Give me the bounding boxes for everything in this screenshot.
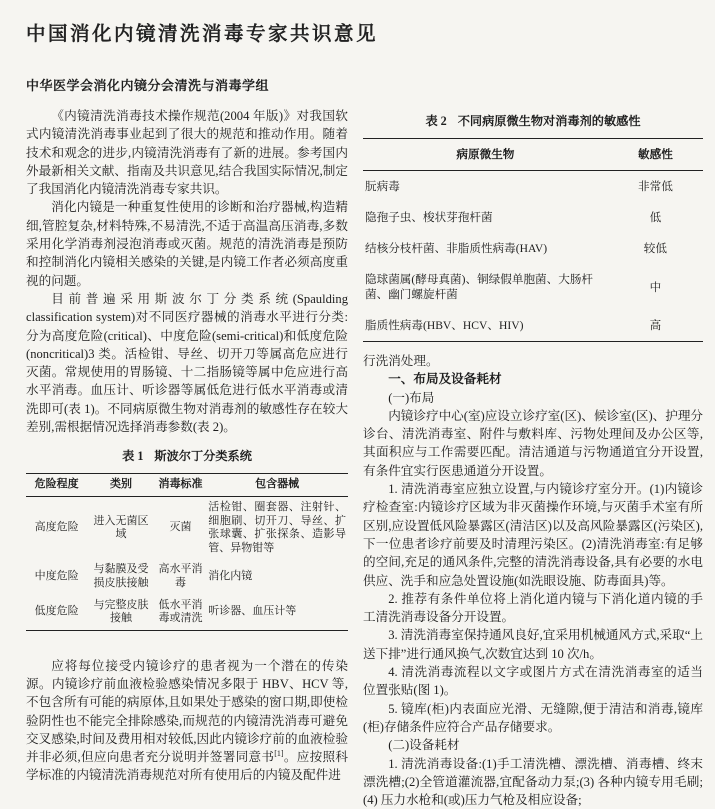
table1-block: [26, 448, 348, 630]
paragraph-text: 。应按照科学标准的内镜清洗消毒规范对所有使用后的内镜及配件进: [26, 750, 349, 783]
author-group: 中华医学会消化内镜分会清洗与消毒学组: [26, 78, 270, 93]
cell-pathogen: 朊病毒: [365, 180, 400, 193]
table2-block: [363, 113, 703, 342]
left-column: [26, 107, 348, 809]
cell-devices: 活检钳、圈套器、注射针、细胞刷、切开刀、导丝、扩张球囊、扩张探条、造影导管、异物钳等: [208, 500, 346, 554]
table1-title: 斯波尔丁分类系统: [154, 449, 252, 464]
table2-header-pathogen: 病原微生物: [363, 139, 608, 171]
table-row: [363, 202, 703, 233]
list-item-4: 4. 清洗消毒流程以文字或图片方式在清洗消毒室的适当位置张贴(图 1)。: [363, 665, 703, 698]
list-item-1: 1. 清洗消毒室应独立设置,与内镜诊疗室分开。(1)内镜诊疗检查室:内镜诊疗区域为非灭菌操作环境,与灭菌手术室有所区别,应设置低风险暴露区(清洁区)以及高风险暴露区(污染区),下一位患者诊疗前要及时清理污染区。(2)清洗消毒室:有足够的空间,充足的通风条件,完整的清洗消毒设备,具有必要的水电供应、洗手和应急处置设施(如洗眼设施、防毒面具)等。: [363, 482, 703, 588]
cell-standard: 低水平消毒或清洗: [158, 598, 203, 625]
paragraph-text: 应将每位接受内镜诊疗的患者视为一个潜在的传染源。内镜诊疗前血液检验感染情况多限于 HBV、HCV 等,不包含所有可能的病原体,且如果处于感染的窗口期,即使检验阴性也不能完全排除感染,而规范的内镜清洗消毒可避免交叉感染,时间及费用相对较低,因此内镜诊疗前的血液检验并非必须,但应向患者充分说明并签署同意书: [26, 658, 348, 765]
table-row: [363, 171, 703, 203]
table1-header-row: [26, 474, 348, 497]
list-item-3: 3. 清洗消毒室保持通风良好,宜采用机械通风方式,采取“上送下排”进行通风换气,次数宜达到 10 次/h。: [363, 628, 703, 661]
table2-caption: [363, 113, 703, 129]
cell-sensitivity: 低: [649, 211, 662, 224]
table1-spaulding-classification: [26, 473, 348, 630]
table2-header-sensitivity: 敏感性: [608, 139, 703, 171]
table-row: [363, 264, 703, 310]
cell-sensitivity: 非常低: [638, 180, 673, 193]
paragraph-spaulding: 目前普遍采用斯波尔丁分类系统(Spaulding classification system)对不同医疗器械的消毒水平进行分类:分为高度危险(critical)、中度危险(semi-critical)和低度危险(noncritical)3 类。活检钳、导丝、切开刀等属高危应进行灭菌。常规使用的胃肠镜、十二指肠镜等属中危应进行高水平消毒。血压计、听诊器等属低危进行低水平消毒或清洗即可(表 1)。不同病原微生物对消毒剂的敏感性存在较大差别,需根据情况选择消毒参数(表 2)。: [26, 291, 348, 435]
table2-pathogen-sensitivity: [363, 138, 703, 342]
table-row: [26, 496, 348, 559]
table2-label: 表 2: [425, 114, 447, 128]
paragraph-center-layout: 内镜诊疗中心(室)应设立诊疗室(区)、候诊室(区)、护理分诊台、清洗消毒室、附件与敷料库、污物处理间及办公区等,其面积应与工作需要匹配。清洁通道与污物通道宜分开设置,有条件宜实行医患通道分开设置。: [363, 408, 704, 478]
section-heading-layout-equipment: 一、布局及设备耗材: [388, 372, 502, 387]
cell-risk: 高度危险: [34, 521, 79, 534]
table-row: [363, 310, 703, 342]
reference-marker: [1]: [274, 748, 284, 758]
subsection-heading-equipment: (二)设备耗材: [388, 738, 460, 753]
table2-header-row: [363, 139, 703, 171]
list-item-5: 5. 镜库(柜)内表面应光滑、无缝隙,便于清洁和消毒,镜库(柜)存储条件应符合产品存储要求。: [363, 701, 703, 734]
cell-pathogen: 隐球菌属(酵母真菌)、铜绿假单胞菌、大肠杆菌、幽门螺旋杆菌: [365, 273, 594, 301]
list-item-2: 2. 推荐有条件单位将上消化道内镜与下消化道内镜的手工清洗消毒设备分开设置。: [363, 591, 703, 625]
cell-pathogen: 结核分枝杆菌、非脂质性病毒(HAV): [365, 242, 548, 255]
paragraph-endoscope-nature: 消化内镜是一种重复性使用的诊断和治疗器械,构造精细,管腔复杂,材料特殊,不易清洗,不适于高温高压消毒,多数采用化学消毒剂浸泡消毒或灭菌。规范的清洗消毒是预防和控制消化内镜相关感染的关键,是内镜工作者必须高度重视的问题。: [26, 200, 348, 288]
paragraph-continuation: 行洗消处理。: [363, 354, 439, 368]
cell-pathogen: 隐孢子虫、梭状芽孢杆菌: [365, 211, 493, 224]
right-column: [363, 107, 703, 809]
subsection-heading-layout: (一)布局: [388, 390, 435, 405]
cell-sensitivity: 中: [649, 280, 662, 294]
cell-risk: 中度危险: [34, 570, 79, 583]
table1-header-category: 类别: [87, 474, 155, 497]
table-row: [26, 595, 348, 631]
cell-sensitivity: 较低: [643, 242, 667, 255]
cell-category: 与黏膜及受损皮肤接触: [93, 563, 149, 589]
table-row: [363, 233, 703, 264]
table2-title: 不同病原微生物对消毒剂的敏感性: [457, 114, 641, 128]
table1-header-standard: 消毒标准: [155, 474, 207, 497]
cell-category: 进入无菌区域: [93, 514, 149, 541]
cell-pathogen: 脂质性病毒(HBV、HCV、HIV): [365, 319, 524, 332]
list-item-equipment-1: 1. 清洗消毒设备:(1)手工清洗槽、漂洗槽、消毒槽、终末漂洗槽;(2)全管道灌流器,宜配备动力泵;(3) 各种内镜专用毛刷;(4) 压力水枪和(或)压力气枪及相应设备;: [363, 756, 703, 808]
table-row: [26, 559, 348, 594]
cell-category: 与完整皮肤接触: [93, 598, 149, 625]
table1-label: 表 1: [122, 449, 144, 464]
two-column-layout: [26, 107, 703, 809]
paragraph-intro: 《内镜清洗消毒技术操作规范(2004 年版)》对我国软式内镜清洗消毒事业起到了很大的规范和推动作用。随着技术和观念的进步,内镜清洗消毒有了新的进展。参考国内外最新相关文献、指南及共识意见,结合我国实际情况,制定了我国消化内镜清洗消毒专家共识。: [26, 109, 348, 197]
cell-risk: 低度危险: [34, 605, 79, 618]
table1-header-risk: 危险程度: [26, 474, 87, 497]
cell-devices: 消化内镜: [208, 570, 253, 583]
table1-header-devices: 包含器械: [206, 474, 348, 497]
cell-standard: 灭菌: [169, 521, 192, 534]
document-title: 中国消化内镜清洗消毒专家共识意见: [26, 24, 379, 45]
cell-sensitivity: 高: [649, 319, 662, 332]
cell-devices: 听诊器、血压计等: [208, 605, 297, 618]
cell-standard: 高水平消毒: [158, 563, 203, 589]
paragraph-patient-infection: [26, 657, 348, 785]
table1-caption: [26, 448, 348, 464]
